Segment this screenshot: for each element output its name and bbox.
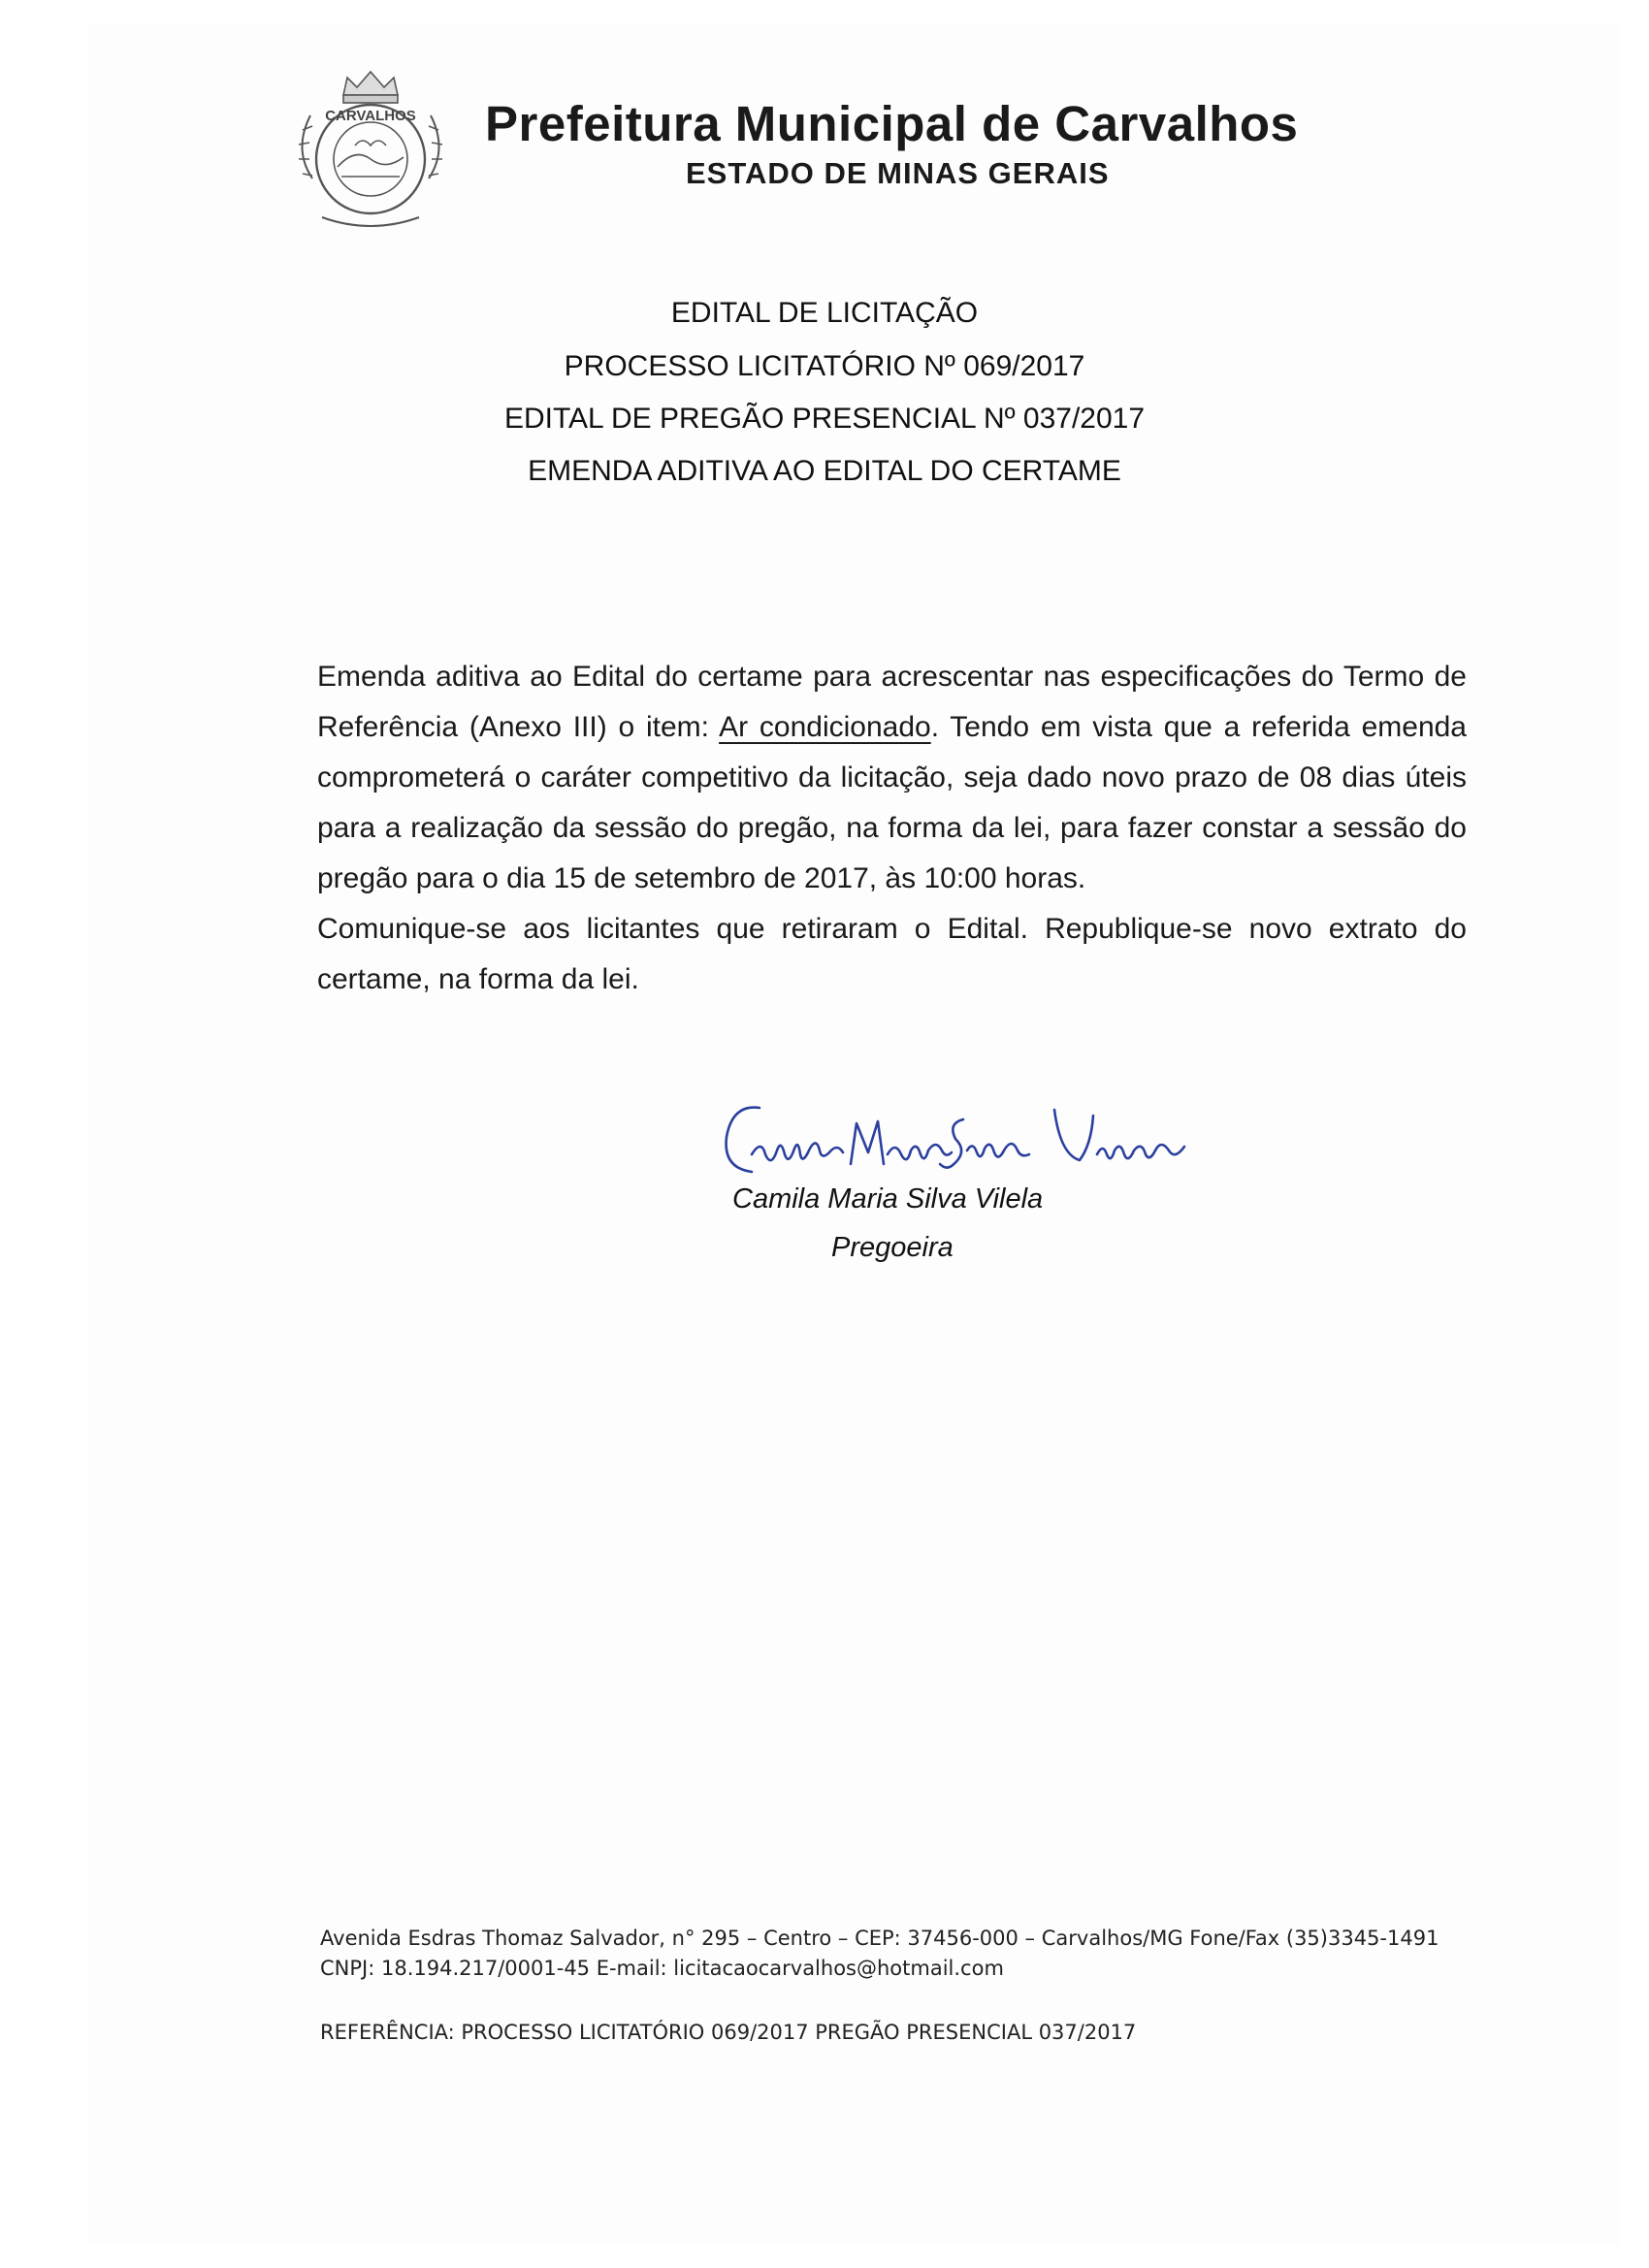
item-name: Ar condicionado	[719, 711, 931, 743]
state-subtitle: ESTADO DE MINAS GERAIS	[686, 156, 1110, 190]
paragraph-text: . Tendo em vista que a referida emenda comprometerá o caráter competitivo da licitação, seja dado novo prazo de 08 dias úteis para a realização da sessão do pregão, na forma da lei, para fazer constar a sessão do pregão para o dia 15 de setembro de 2017, às 10:00 horas.	[317, 711, 1467, 894]
heading-emenda: EMENDA ADITIVA AO EDITAL DO CERTAME	[528, 455, 1121, 487]
signer-name: Camila Maria Silva Vilela	[732, 1183, 1044, 1215]
signer-role: Pregoeira	[831, 1232, 954, 1263]
heading-processo: PROCESSO LICITATÓRIO Nº 069/2017	[564, 350, 1085, 382]
heading-edital: EDITAL DE LICITAÇÃO	[670, 297, 979, 329]
body-paragraph-2	[317, 904, 1467, 1005]
footer-reference: REFERÊNCIA: PROCESSO LICITATÓRIO 069/2017 PREGÃO PRESENCIAL 037/2017	[320, 2021, 1137, 2044]
footer-address: Avenida Esdras Thomaz Salvador, n° 295 – Centro – CEP: 37456-000 – Carvalhos/MG Fone/Fax (35)3345-1491	[320, 1927, 1439, 1950]
municipal-crest-logo	[274, 62, 468, 246]
municipality-title: Prefeitura Municipal de Carvalhos	[485, 96, 1299, 151]
footer-contact: CNPJ: 18.194.217/0001-45 E-mail: licitacaocarvalhos@hotmail.com	[320, 1957, 1004, 1980]
paragraph-text: Emenda aditiva ao Edital do certame para acrescentar nas especificações do Termo de Referência (Anexo III) o item:	[317, 661, 1467, 743]
body-paragraph-1	[317, 652, 1467, 904]
paragraph-text: Comunique-se aos licitantes que retiraram o Edital. Republique-se novo extrato do certame, na forma da lei.	[317, 913, 1467, 995]
svg-text:CARVALHOS: CARVALHOS	[325, 108, 416, 124]
handwritten-signature	[713, 1086, 1237, 1193]
heading-pregao: EDITAL DE PREGÃO PRESENCIAL Nº 037/2017	[503, 403, 1146, 435]
